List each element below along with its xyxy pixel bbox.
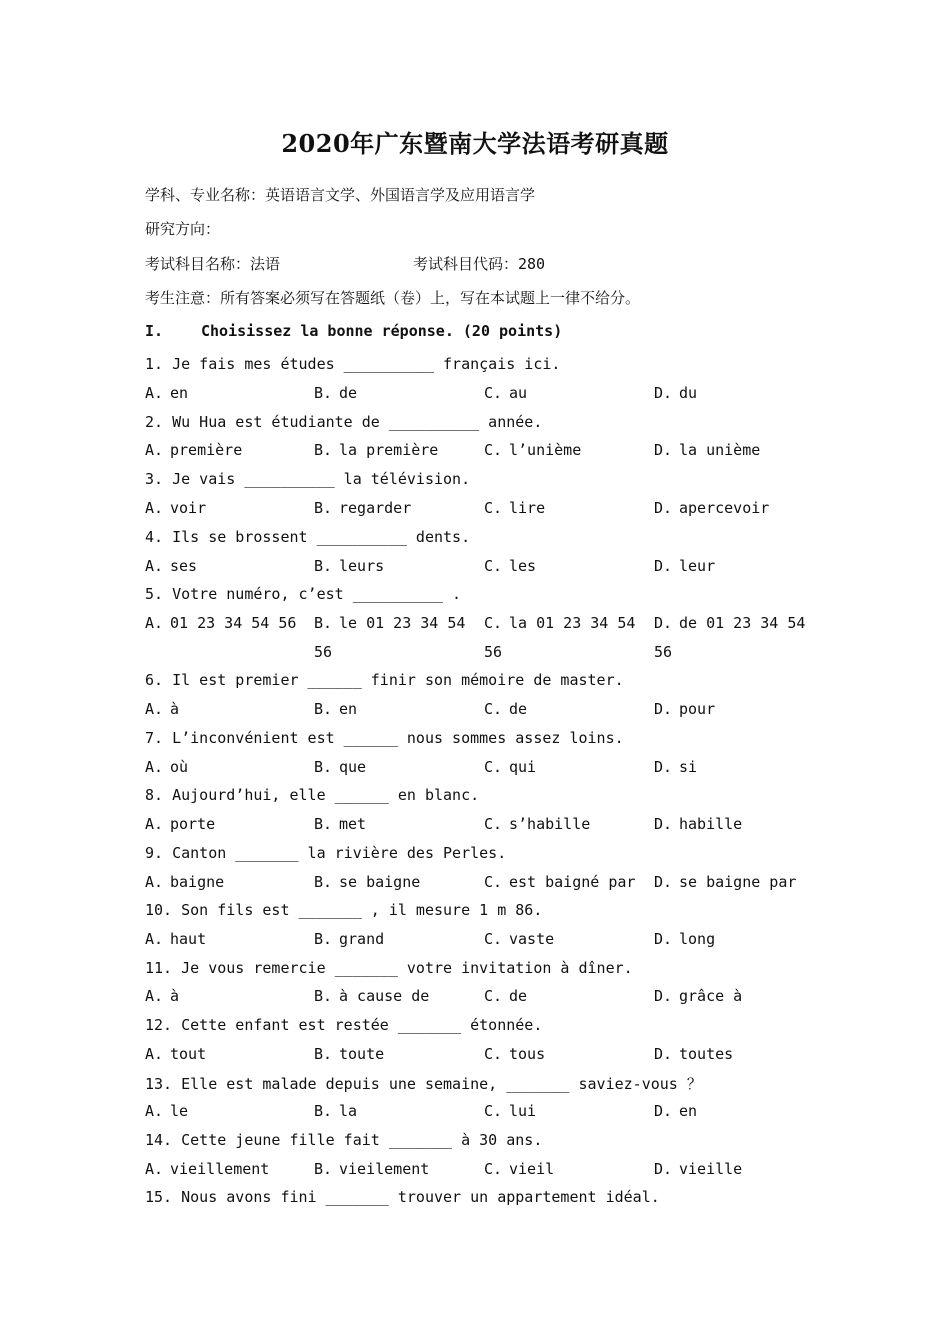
- question-text: 6. Il est premier ______ finir son mémoire de master.: [145, 671, 624, 689]
- option-b: [314, 815, 366, 833]
- option-letter: B.: [314, 873, 333, 891]
- option-text: première: [170, 441, 243, 459]
- option-b: [314, 614, 465, 632]
- option-text: le 01 23 34 54: [339, 614, 466, 632]
- option-text: de 01 23 34 54: [679, 614, 806, 632]
- option-c: [484, 987, 527, 1005]
- option-a: [145, 499, 206, 517]
- option-text: habille: [679, 815, 743, 833]
- option-d: [654, 1045, 733, 1063]
- option-text: à: [170, 700, 180, 718]
- option-letter: C.: [484, 700, 503, 718]
- option-letter: D.: [654, 557, 673, 575]
- option-letter: C.: [484, 384, 503, 402]
- option-d: [654, 815, 742, 833]
- option-letter: A.: [145, 441, 164, 459]
- option-c-wrap: 56: [484, 643, 503, 661]
- option-a: [145, 815, 215, 833]
- option-c: [484, 384, 527, 402]
- option-b: [314, 873, 420, 891]
- option-text: à: [170, 987, 180, 1005]
- option-text: que: [339, 758, 367, 776]
- option-text: regarder: [339, 499, 412, 517]
- option-c: [484, 499, 545, 517]
- option-text: en: [170, 384, 189, 402]
- option-text: se baigne par: [679, 873, 797, 891]
- option-d: [654, 384, 697, 402]
- question-text: 2. Wu Hua est étudiante de __________ année.: [145, 413, 543, 431]
- option-letter: D.: [654, 987, 673, 1005]
- question-text: 11. Je vous remercie _______ votre invitation à dîner.: [145, 959, 633, 977]
- option-c: [484, 815, 590, 833]
- option-letter: A.: [145, 700, 164, 718]
- question-text: 12. Cette enfant est restée _______ étonnée.: [145, 1016, 543, 1034]
- option-letter: C.: [484, 1102, 503, 1120]
- option-text: pour: [679, 700, 716, 718]
- option-letter: B.: [314, 384, 333, 402]
- option-text: apercevoir: [679, 499, 770, 517]
- option-text: vaste: [509, 930, 555, 948]
- option-a: [145, 1045, 206, 1063]
- question-text: 1. Je fais mes études __________ français ici.: [145, 355, 561, 373]
- option-text: lire: [509, 499, 546, 517]
- option-letter: C.: [484, 758, 503, 776]
- exam-name-line: 考试科目名称：法语: [145, 255, 281, 273]
- option-d: [654, 700, 715, 718]
- option-c: [484, 758, 536, 776]
- option-text: leurs: [339, 557, 385, 575]
- option-letter: D.: [654, 758, 673, 776]
- option-text: la unième: [679, 441, 761, 459]
- option-c: [484, 930, 554, 948]
- option-b: [314, 930, 384, 948]
- section-number: I.: [145, 322, 164, 340]
- option-letter: D.: [654, 815, 673, 833]
- question-text: 7. L’inconvénient est ______ nous sommes assez loins.: [145, 729, 624, 747]
- option-letter: C.: [484, 557, 503, 575]
- option-letter: C.: [484, 1160, 503, 1178]
- exam-code-line: 考试科目代码：280: [413, 255, 546, 273]
- option-letter: B.: [314, 700, 333, 718]
- option-b: [314, 758, 366, 776]
- option-letter: A.: [145, 557, 164, 575]
- option-letter: D.: [654, 700, 673, 718]
- option-letter: A.: [145, 758, 164, 776]
- option-c: [484, 614, 635, 632]
- option-d: [654, 987, 742, 1005]
- option-letter: A.: [145, 614, 164, 632]
- option-b: [314, 987, 429, 1005]
- option-letter: D.: [654, 930, 673, 948]
- option-letter: A.: [145, 384, 164, 402]
- notice-line: 考生注意：所有答案必须写在答题纸（卷）上，写在本试题上一律不给分。: [145, 289, 641, 307]
- section-heading: [145, 322, 562, 340]
- option-c: [484, 441, 581, 459]
- option-text: si: [679, 758, 698, 776]
- option-letter: A.: [145, 873, 164, 891]
- option-letter: B.: [314, 614, 333, 632]
- option-text: en: [339, 700, 358, 718]
- option-text: le: [170, 1102, 189, 1120]
- option-d: [654, 557, 715, 575]
- question-text: 9. Canton _______ la rivière des Perles.: [145, 844, 507, 862]
- option-text: à cause de: [339, 987, 430, 1005]
- option-b: [314, 1102, 357, 1120]
- question-text: 13. Elle est malade depuis une semaine, _______ saviez-vous ？: [145, 1075, 702, 1093]
- option-text: la: [339, 1102, 358, 1120]
- option-letter: A.: [145, 815, 164, 833]
- option-letter: B.: [314, 499, 333, 517]
- option-b: [314, 1160, 429, 1178]
- option-text: tout: [170, 1045, 207, 1063]
- option-letter: B.: [314, 758, 333, 776]
- option-letter: D.: [654, 499, 673, 517]
- question-text: 4. Ils se brossent __________ dents.: [145, 528, 471, 546]
- option-a: [145, 441, 242, 459]
- option-text: tous: [509, 1045, 546, 1063]
- option-b: [314, 700, 357, 718]
- direction-line: 研究方向：: [145, 220, 221, 238]
- option-c: [484, 873, 635, 891]
- option-text: du: [679, 384, 698, 402]
- option-c: [484, 1102, 536, 1120]
- option-text: met: [339, 815, 367, 833]
- option-letter: D.: [654, 1045, 673, 1063]
- option-d: [654, 1102, 697, 1120]
- option-letter: B.: [314, 1160, 333, 1178]
- option-text: voir: [170, 499, 207, 517]
- option-text: l’unième: [509, 441, 582, 459]
- option-d: [654, 873, 796, 891]
- option-letter: B.: [314, 441, 333, 459]
- option-text: long: [679, 930, 716, 948]
- question-text: 14. Cette jeune fille fait _______ à 30 ans.: [145, 1131, 543, 1149]
- option-d: [654, 930, 715, 948]
- option-text: vieillement: [170, 1160, 270, 1178]
- option-text: leur: [679, 557, 716, 575]
- option-text: où: [170, 758, 189, 776]
- option-a: [145, 1102, 188, 1120]
- option-d: [654, 441, 760, 459]
- option-text: au: [509, 384, 528, 402]
- option-text: vieil: [509, 1160, 555, 1178]
- option-a: [145, 700, 179, 718]
- option-a: [145, 873, 224, 891]
- option-b-wrap: 56: [314, 643, 333, 661]
- option-letter: A.: [145, 1045, 164, 1063]
- option-letter: B.: [314, 987, 333, 1005]
- option-b: [314, 384, 357, 402]
- option-b: [314, 441, 438, 459]
- option-letter: D.: [654, 614, 673, 632]
- option-letter: A.: [145, 1102, 164, 1120]
- option-a: [145, 557, 197, 575]
- option-text: haut: [170, 930, 207, 948]
- option-letter: D.: [654, 441, 673, 459]
- option-letter: C.: [484, 930, 503, 948]
- option-a: [145, 987, 179, 1005]
- option-letter: C.: [484, 815, 503, 833]
- option-text: porte: [170, 815, 216, 833]
- option-c: [484, 557, 536, 575]
- question-text: 3. Je vais __________ la télévision.: [145, 470, 471, 488]
- option-a: [145, 614, 296, 632]
- option-letter: C.: [484, 987, 503, 1005]
- question-text: 5. Votre numéro, c’est __________ .: [145, 585, 462, 603]
- option-d-wrap: 56: [654, 643, 673, 661]
- section-title: Choisissez la bonne réponse. (20 points): [201, 322, 563, 340]
- option-text: ses: [170, 557, 198, 575]
- option-text: lui: [509, 1102, 537, 1120]
- option-d: [654, 1160, 742, 1178]
- option-text: vieille: [679, 1160, 743, 1178]
- option-d: [654, 499, 769, 517]
- option-c: [484, 1045, 545, 1063]
- option-letter: C.: [484, 873, 503, 891]
- option-text: la première: [339, 441, 439, 459]
- option-letter: B.: [314, 1045, 333, 1063]
- option-letter: B.: [314, 1102, 333, 1120]
- option-text: la 01 23 34 54: [509, 614, 636, 632]
- option-text: s’habille: [509, 815, 591, 833]
- option-letter: B.: [314, 815, 333, 833]
- option-letter: C.: [484, 499, 503, 517]
- option-a: [145, 1160, 269, 1178]
- option-letter: A.: [145, 930, 164, 948]
- option-text: de: [339, 384, 358, 402]
- option-letter: C.: [484, 614, 503, 632]
- option-letter: B.: [314, 557, 333, 575]
- option-letter: D.: [654, 384, 673, 402]
- option-b: [314, 499, 411, 517]
- option-text: baigne: [170, 873, 225, 891]
- option-text: qui: [509, 758, 537, 776]
- option-text: se baigne: [339, 873, 421, 891]
- option-letter: D.: [654, 1102, 673, 1120]
- option-text: 01 23 34 54 56: [170, 614, 297, 632]
- option-letter: A.: [145, 499, 164, 517]
- question-text: 10. Son fils est _______ , il mesure 1 m 86.: [145, 901, 543, 919]
- option-letter: D.: [654, 873, 673, 891]
- option-a: [145, 384, 188, 402]
- option-d: [654, 758, 697, 776]
- option-text: est baigné par: [509, 873, 636, 891]
- option-text: vieilement: [339, 1160, 430, 1178]
- option-letter: A.: [145, 1160, 164, 1178]
- option-b: [314, 557, 384, 575]
- question-text: 15. Nous avons fini _______ trouver un appartement idéal.: [145, 1188, 660, 1206]
- option-text: de: [509, 987, 528, 1005]
- option-text: en: [679, 1102, 698, 1120]
- option-text: de: [509, 700, 528, 718]
- option-letter: C.: [484, 1045, 503, 1063]
- page-title: 2020年广东暨南大学法语考研真题: [281, 129, 669, 158]
- question-text: 8. Aujourd’hui, elle ______ en blanc.: [145, 786, 480, 804]
- option-c: [484, 700, 527, 718]
- option-letter: C.: [484, 441, 503, 459]
- subject-line: 学科、专业名称：英语语言文学、外国语言学及应用语言学: [145, 186, 536, 204]
- option-a: [145, 758, 188, 776]
- option-text: les: [509, 557, 537, 575]
- option-b: [314, 1045, 384, 1063]
- option-letter: B.: [314, 930, 333, 948]
- option-c: [484, 1160, 554, 1178]
- option-letter: D.: [654, 1160, 673, 1178]
- option-d: [654, 614, 805, 632]
- option-text: grand: [339, 930, 385, 948]
- option-letter: A.: [145, 987, 164, 1005]
- option-text: grâce à: [679, 987, 743, 1005]
- option-text: toute: [339, 1045, 385, 1063]
- option-text: toutes: [679, 1045, 734, 1063]
- option-a: [145, 930, 206, 948]
